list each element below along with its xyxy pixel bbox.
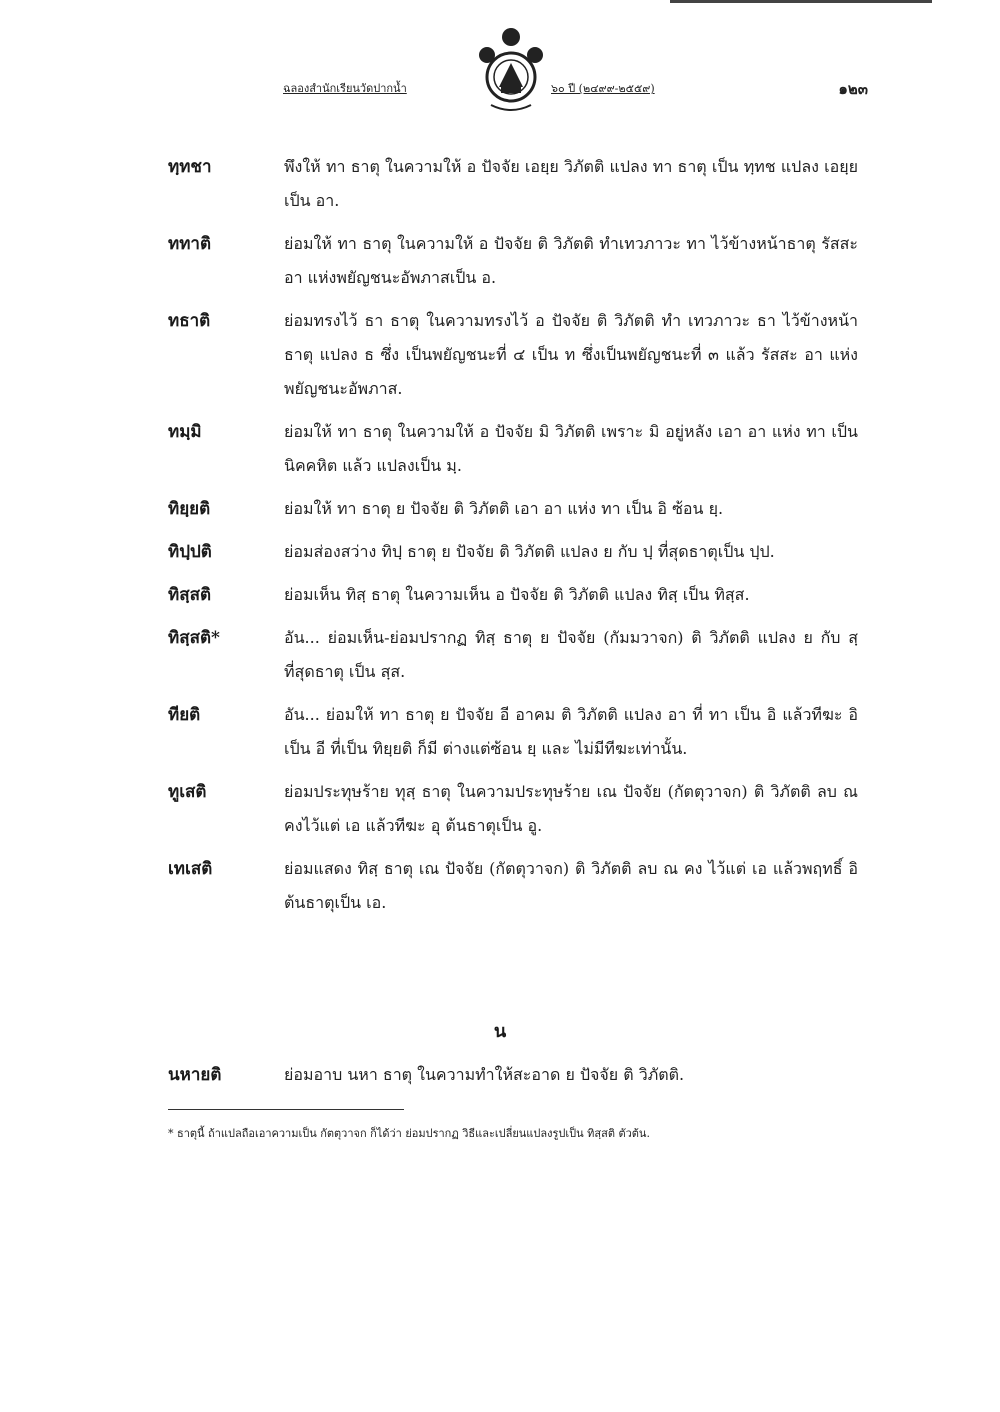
entry-term: ทิปฺปติ — [168, 542, 212, 562]
entry-definition: ย่อมให้ ทา ธาตุ ย ปัจจัย ติ วิภัตติ เอา อา แห่ง ทา เป็น อิ ซ้อน ยฺ. — [284, 499, 724, 518]
top-rule — [670, 0, 932, 3]
dictionary-entries — [168, 150, 858, 929]
entry-term: ทิสฺสติ — [168, 585, 211, 605]
footnote-rule — [168, 1109, 404, 1110]
header-left-text: ฉลองสำนักเรียนวัดปากน้ำ — [283, 82, 407, 95]
entry-term: ทธาติ — [168, 311, 211, 331]
header-anniversary-text: ๖๐ ปี (๒๔๙๙-๒๕๕๙) — [551, 82, 655, 95]
entry-term: เทเสติ — [168, 859, 213, 879]
entry-definition: ย่อมประทุษร้าย ทุสฺ ธาตุ ในความประทุษร้าย เณ ปัจจัย (กัตตุวาจก) ติ วิภัตติ ลบ ณ คงไว้แต่ เอ แล้วทีฆะ อุ ต้นธาตุเป็น อู. — [284, 782, 858, 835]
entry — [168, 415, 858, 483]
entry — [168, 1058, 858, 1101]
entry — [168, 578, 858, 612]
entry-term: ททาติ — [168, 234, 211, 254]
temple-seal-logo — [471, 25, 551, 115]
entry-definition: ย่อมอาบ นหา ธาตุ ในความทำให้สะอาด ย ปัจจัย ติ วิภัตติ. — [284, 1065, 685, 1084]
entry — [168, 535, 858, 569]
entry-definition: ย่อมให้ ทา ธาตุ ในความให้ อ ปัจจัย ติ วิภัตติ ทำเทวภาวะ ทา ไว้ข้างหน้าธาตุ รัสสะ อา แห่งพยัญชนะอัพภาสเป็น อ. — [284, 234, 858, 287]
entry — [168, 621, 858, 689]
entry-definition: ย่อมแสดง ทิสฺ ธาตุ เณ ปัจจัย (กัตตุวาจก) ติ วิภัตติ ลบ ณ คง ไว้แต่ เอ แล้วพฤทธิ์ อิ ต้นธาตุเป็น เอ. — [284, 859, 858, 912]
entry-term: นหายติ — [168, 1065, 222, 1085]
entry — [168, 852, 858, 920]
entry — [168, 304, 858, 406]
entry-row — [168, 1058, 858, 1092]
entry — [168, 492, 858, 526]
entry-term: ทูเสติ — [168, 782, 207, 802]
entry-definition: พึงให้ ทา ธาตุ ในความให้ อ ปัจจัย เอยฺย วิภัตติ แปลง ทา ธาตุ เป็น ทฺทช แปลง เอยฺย เป็น อา. — [284, 157, 858, 210]
entry-definition: อัน... ย่อมเห็น-ย่อมปรากฏ ทิสฺ ธาตุ ย ปัจจัย (กัมมวาจก) ติ วิภัตติ แปลง ย กับ สฺ ที่สุดธาตุ เป็น สฺส. — [284, 628, 858, 681]
entry-term: ทิยฺยติ — [168, 499, 211, 519]
entry-term: ทียติ — [168, 705, 201, 725]
entry — [168, 150, 858, 218]
entry-definition: อัน... ย่อมให้ ทา ธาตุ ย ปัจจัย อี อาคม ติ วิภัตติ แปลง อา ที่ ทา เป็น อิ แล้วทีฆะ อิ เป็น อี ที่เป็น ทิยฺยติ ก็มี ต่างแต่ซ้อน ยฺ และ ไม่มีทีฆะเท่านั้น. — [284, 705, 858, 758]
entry-definition: ย่อมเห็น ทิสฺ ธาตุ ในความเห็น อ ปัจจัย ติ วิภัตติ แปลง ทิสฺ เป็น ทิสฺส. — [284, 585, 750, 604]
entry-definition: ย่อมทรงไว้ ธา ธาตุ ในความทรงไว้ อ ปัจจัย ติ วิภัตติ ทำ เทวภาวะ ธา ไว้ข้างหน้าธาตุ แปลง ธ ซึ่ง เป็นพยัญชนะที่ ๔ เป็น ท ซึ่งเป็นพยัญชนะที่ ๓ แล้ว รัสสะ อา แห่งพยัญชนะอัพภาส. — [284, 311, 858, 398]
entry — [168, 227, 858, 295]
entry-term: ทฺทชา — [168, 157, 212, 177]
entry-term: ทิสฺสติ* — [168, 628, 220, 648]
entry-term: ทมฺมิ — [168, 422, 202, 442]
page-number: ๑๒๓ — [838, 80, 868, 98]
entry-definition: ย่อมให้ ทา ธาตุ ในความให้ อ ปัจจัย มิ วิภัตติ เพราะ มิ อยู่หลัง เอา อา แห่ง ทา เป็น นิคคหิต แล้ว แปลงเป็น มฺ. — [284, 422, 858, 475]
section-heading-letter: น — [493, 1021, 507, 1042]
entry — [168, 775, 858, 843]
entry — [168, 698, 858, 766]
entry-definition: ย่อมส่องสว่าง ทิปฺ ธาตุ ย ปัจจัย ติ วิภัตติ แปลง ย กับ ปฺ ที่สุดธาตุเป็น ปฺป. — [284, 542, 775, 561]
footnote: * ธาตุนี้ ถ้าแปลถือเอาความเป็น กัตตุวาจก ก็ได้ว่า ย่อมปรากฏ วิธีและเปลี่ยนแปลงรูปเป็น ทิสฺสติ ตัวต้น. — [168, 1127, 650, 1140]
page-header — [283, 55, 868, 120]
